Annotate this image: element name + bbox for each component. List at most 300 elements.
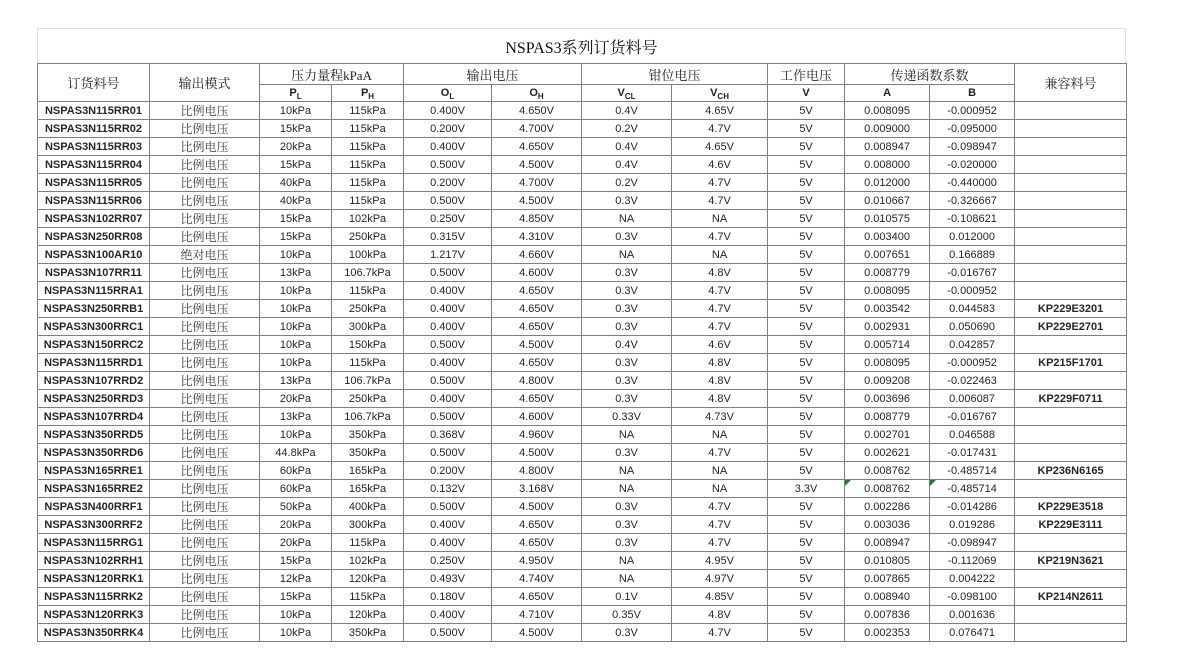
cell-vch[interactable]: 4.7V (672, 624, 768, 642)
cell-b[interactable]: 0.166889 (930, 246, 1015, 264)
cell-ol[interactable]: 0.368V (404, 426, 492, 444)
cell-mode[interactable]: 比例电压 (150, 606, 260, 624)
cell-ol[interactable]: 0.315V (404, 228, 492, 246)
cell-pl[interactable]: 13kPa (260, 372, 332, 390)
cell-mode[interactable]: 比例电压 (150, 498, 260, 516)
cell-vch[interactable]: 4.8V (672, 372, 768, 390)
cell-vcl[interactable]: 0.4V (582, 102, 672, 120)
cell-vch[interactable]: NA (672, 246, 768, 264)
header-symbol-o-l[interactable]: $O_L$ (404, 85, 492, 102)
cell-oh[interactable]: 4.960V (492, 426, 582, 444)
cell-pl[interactable]: 15kPa (260, 120, 332, 138)
cell-v[interactable]: 5V (768, 534, 845, 552)
cell-ph[interactable]: 400kPa (332, 498, 404, 516)
cell-pl[interactable]: 60kPa (260, 462, 332, 480)
cell-b[interactable]: 0.001636 (930, 606, 1015, 624)
cell-v[interactable]: 5V (768, 372, 845, 390)
cell-pl[interactable]: 60kPa (260, 480, 332, 498)
cell-mode[interactable]: 比例电压 (150, 156, 260, 174)
cell-a[interactable]: 0.008779 (845, 264, 930, 282)
cell-mode[interactable]: 比例电压 (150, 570, 260, 588)
cell-pl[interactable]: 10kPa (260, 318, 332, 336)
cell-v[interactable]: 5V (768, 210, 845, 228)
part-number-cell[interactable]: NSPAS3N165RRE1 (38, 462, 150, 480)
cell-compat[interactable] (1015, 282, 1127, 300)
cell-compat[interactable] (1015, 570, 1127, 588)
cell-a[interactable]: 0.008095 (845, 354, 930, 372)
cell-v[interactable]: 5V (768, 408, 845, 426)
part-number-cell[interactable]: NSPAS3N107RRD4 (38, 408, 150, 426)
cell-ph[interactable]: 115kPa (332, 120, 404, 138)
header-group-5[interactable]: 工作电压 (768, 64, 845, 85)
cell-compat[interactable] (1015, 606, 1127, 624)
cell-a[interactable]: 0.008947 (845, 534, 930, 552)
cell-v[interactable]: 5V (768, 102, 845, 120)
cell-ol[interactable]: 0.500V (404, 156, 492, 174)
cell-mode[interactable]: 比例电压 (150, 300, 260, 318)
part-number-cell[interactable]: NSPAS3N120RRK3 (38, 606, 150, 624)
cell-ph[interactable]: 120kPa (332, 606, 404, 624)
cell-oh[interactable]: 4.310V (492, 228, 582, 246)
cell-v[interactable]: 5V (768, 570, 845, 588)
cell-compat[interactable]: KP214N2611 (1015, 588, 1127, 606)
part-number-cell[interactable]: NSPAS3N115RR01 (38, 102, 150, 120)
part-number-cell[interactable]: NSPAS3N300RRF2 (38, 516, 150, 534)
part-number-cell[interactable]: NSPAS3N102RR07 (38, 210, 150, 228)
cell-v[interactable]: 5V (768, 228, 845, 246)
cell-ph[interactable]: 115kPa (332, 192, 404, 210)
cell-ol[interactable]: 0.500V (404, 444, 492, 462)
cell-v[interactable]: 5V (768, 588, 845, 606)
part-number-cell[interactable]: NSPAS3N250RR08 (38, 228, 150, 246)
cell-ol[interactable]: 0.400V (404, 138, 492, 156)
cell-mode[interactable]: 比例电压 (150, 588, 260, 606)
cell-oh[interactable]: 4.500V (492, 156, 582, 174)
cell-vcl[interactable]: NA (582, 480, 672, 498)
cell-compat[interactable] (1015, 210, 1127, 228)
part-number-cell[interactable]: NSPAS3N350RRD6 (38, 444, 150, 462)
cell-a[interactable]: 0.008947 (845, 138, 930, 156)
cell-ph[interactable]: 120kPa (332, 570, 404, 588)
cell-oh[interactable]: 4.600V (492, 264, 582, 282)
cell-b[interactable]: -0.108621 (930, 210, 1015, 228)
cell-vcl[interactable]: 0.1V (582, 588, 672, 606)
cell-b[interactable]: 0.004222 (930, 570, 1015, 588)
cell-ph[interactable]: 165kPa (332, 480, 404, 498)
cell-oh[interactable]: 4.950V (492, 552, 582, 570)
cell-compat[interactable] (1015, 102, 1127, 120)
cell-a[interactable]: 0.007836 (845, 606, 930, 624)
cell-mode[interactable]: 比例电压 (150, 354, 260, 372)
cell-compat[interactable]: KP219N3621 (1015, 552, 1127, 570)
cell-vch[interactable]: 4.7V (672, 516, 768, 534)
part-number-cell[interactable]: NSPAS3N300RRC1 (38, 318, 150, 336)
part-number-cell[interactable]: NSPAS3N165RRE2 (38, 480, 150, 498)
cell-vcl[interactable]: NA (582, 246, 672, 264)
cell-v[interactable]: 5V (768, 246, 845, 264)
cell-pl[interactable]: 13kPa (260, 264, 332, 282)
cell-oh[interactable]: 4.650V (492, 354, 582, 372)
cell-mode[interactable]: 比例电压 (150, 390, 260, 408)
cell-ph[interactable]: 106.7kPa (332, 372, 404, 390)
cell-b[interactable]: 0.019286 (930, 516, 1015, 534)
cell-b[interactable]: -0.112069 (930, 552, 1015, 570)
cell-mode[interactable]: 比例电压 (150, 282, 260, 300)
cell-vcl[interactable]: 0.35V (582, 606, 672, 624)
cell-b[interactable]: -0.095000 (930, 120, 1015, 138)
cell-pl[interactable]: 10kPa (260, 102, 332, 120)
cell-compat[interactable] (1015, 426, 1127, 444)
cell-vcl[interactable]: 0.3V (582, 444, 672, 462)
cell-oh[interactable]: 4.740V (492, 570, 582, 588)
cell-vch[interactable]: 4.73V (672, 408, 768, 426)
cell-pl[interactable]: 10kPa (260, 606, 332, 624)
cell-vcl[interactable]: NA (582, 426, 672, 444)
cell-vch[interactable]: 4.7V (672, 300, 768, 318)
cell-compat[interactable] (1015, 336, 1127, 354)
cell-ph[interactable]: 250kPa (332, 300, 404, 318)
cell-mode[interactable]: 比例电压 (150, 120, 260, 138)
cell-a[interactable]: 0.009000 (845, 120, 930, 138)
cell-v[interactable]: 5V (768, 606, 845, 624)
cell-ol[interactable]: 0.250V (404, 552, 492, 570)
cell-a[interactable]: 0.002353 (845, 624, 930, 642)
header-group-6[interactable]: 传递函数系数 (845, 64, 1015, 85)
cell-ol[interactable]: 0.500V (404, 624, 492, 642)
cell-a[interactable]: 0.010667 (845, 192, 930, 210)
part-number-cell[interactable]: NSPAS3N115RR03 (38, 138, 150, 156)
cell-vch[interactable]: 4.95V (672, 552, 768, 570)
cell-a[interactable]: 0.009208 (845, 372, 930, 390)
cell-vch[interactable]: NA (672, 462, 768, 480)
cell-mode[interactable]: 比例电压 (150, 192, 260, 210)
cell-compat[interactable]: KP229F0711 (1015, 390, 1127, 408)
cell-compat[interactable] (1015, 228, 1127, 246)
cell-compat[interactable] (1015, 372, 1127, 390)
cell-ph[interactable]: 115kPa (332, 174, 404, 192)
cell-ol[interactable]: 0.400V (404, 102, 492, 120)
cell-v[interactable]: 3.3V (768, 480, 845, 498)
cell-vcl[interactable]: 0.4V (582, 336, 672, 354)
cell-v[interactable]: 5V (768, 120, 845, 138)
cell-pl[interactable]: 13kPa (260, 408, 332, 426)
cell-mode[interactable]: 比例电压 (150, 480, 260, 498)
cell-ol[interactable]: 0.400V (404, 606, 492, 624)
cell-pl[interactable]: 10kPa (260, 354, 332, 372)
cell-vcl[interactable]: 0.3V (582, 534, 672, 552)
cell-compat[interactable]: KP229E3201 (1015, 300, 1127, 318)
cell-a[interactable]: 0.008762 (845, 462, 930, 480)
part-number-cell[interactable]: NSPAS3N100AR10 (38, 246, 150, 264)
header-symbol-p-h[interactable]: $P_H$ (332, 85, 404, 102)
cell-ph[interactable]: 115kPa (332, 282, 404, 300)
cell-oh[interactable]: 4.700V (492, 174, 582, 192)
cell-oh[interactable]: 4.650V (492, 588, 582, 606)
cell-oh[interactable]: 4.500V (492, 444, 582, 462)
cell-mode[interactable]: 比例电压 (150, 138, 260, 156)
header-symbol-v[interactable]: V (768, 85, 845, 102)
cell-b[interactable]: -0.000952 (930, 354, 1015, 372)
cell-pl[interactable]: 12kPa (260, 570, 332, 588)
cell-compat[interactable]: KP229E3111 (1015, 516, 1127, 534)
cell-pl[interactable]: 15kPa (260, 588, 332, 606)
cell-b[interactable]: -0.000952 (930, 282, 1015, 300)
cell-ol[interactable]: 0.500V (404, 264, 492, 282)
cell-vch[interactable]: 4.7V (672, 498, 768, 516)
cell-v[interactable]: 5V (768, 354, 845, 372)
cell-b[interactable]: -0.440000 (930, 174, 1015, 192)
cell-b[interactable]: -0.326667 (930, 192, 1015, 210)
cell-a[interactable]: 0.008762 (845, 480, 930, 498)
part-number-cell[interactable]: NSPAS3N120RRK1 (38, 570, 150, 588)
cell-pl[interactable]: 44.8kPa (260, 444, 332, 462)
cell-oh[interactable]: 4.700V (492, 120, 582, 138)
cell-a[interactable]: 0.002621 (845, 444, 930, 462)
cell-pl[interactable]: 15kPa (260, 156, 332, 174)
cell-ph[interactable]: 100kPa (332, 246, 404, 264)
cell-b[interactable]: -0.014286 (930, 498, 1015, 516)
part-number-cell[interactable]: NSPAS3N250RRD3 (38, 390, 150, 408)
cell-pl[interactable]: 50kPa (260, 498, 332, 516)
cell-pl[interactable]: 15kPa (260, 552, 332, 570)
cell-oh[interactable]: 3.168V (492, 480, 582, 498)
cell-b[interactable]: -0.098947 (930, 534, 1015, 552)
cell-oh[interactable]: 4.650V (492, 390, 582, 408)
header-group-3[interactable]: 输出电压 (404, 64, 582, 85)
header-group-7[interactable]: 兼容料号 (1015, 64, 1127, 102)
cell-ph[interactable]: 115kPa (332, 156, 404, 174)
cell-mode[interactable]: 比例电压 (150, 534, 260, 552)
header-group-0[interactable]: 订货料号 (38, 64, 150, 102)
cell-oh[interactable]: 4.650V (492, 138, 582, 156)
cell-oh[interactable]: 4.650V (492, 102, 582, 120)
cell-mode[interactable]: 比例电压 (150, 318, 260, 336)
cell-ol[interactable]: 0.180V (404, 588, 492, 606)
cell-ol[interactable]: 0.400V (404, 300, 492, 318)
cell-compat[interactable] (1015, 246, 1127, 264)
cell-vch[interactable]: 4.8V (672, 264, 768, 282)
cell-pl[interactable]: 20kPa (260, 516, 332, 534)
part-number-cell[interactable]: NSPAS3N115RRA1 (38, 282, 150, 300)
cell-vcl[interactable]: 0.3V (582, 498, 672, 516)
part-number-cell[interactable]: NSPAS3N115RR02 (38, 120, 150, 138)
cell-ph[interactable]: 115kPa (332, 534, 404, 552)
cell-vch[interactable]: NA (672, 426, 768, 444)
header-group-1[interactable]: 输出模式 (150, 64, 260, 102)
cell-pl[interactable]: 15kPa (260, 210, 332, 228)
part-number-cell[interactable]: NSPAS3N102RRH1 (38, 552, 150, 570)
cell-vch[interactable]: 4.8V (672, 390, 768, 408)
cell-compat[interactable] (1015, 156, 1127, 174)
cell-ph[interactable]: 115kPa (332, 588, 404, 606)
cell-mode[interactable]: 比例电压 (150, 210, 260, 228)
cell-vcl[interactable]: 0.3V (582, 372, 672, 390)
cell-oh[interactable]: 4.500V (492, 336, 582, 354)
cell-v[interactable]: 5V (768, 300, 845, 318)
header-symbol-p-l[interactable]: $P_L$ (260, 85, 332, 102)
cell-v[interactable]: 5V (768, 516, 845, 534)
cell-ol[interactable]: 0.400V (404, 318, 492, 336)
cell-a[interactable]: 0.002931 (845, 318, 930, 336)
cell-compat[interactable] (1015, 480, 1127, 498)
cell-oh[interactable]: 4.500V (492, 498, 582, 516)
cell-ph[interactable]: 106.7kPa (332, 264, 404, 282)
cell-b[interactable]: 0.006087 (930, 390, 1015, 408)
cell-ol[interactable]: 0.500V (404, 372, 492, 390)
cell-b[interactable]: -0.485714 (930, 462, 1015, 480)
cell-a[interactable]: 0.008940 (845, 588, 930, 606)
cell-oh[interactable]: 4.710V (492, 606, 582, 624)
cell-ol[interactable]: 0.400V (404, 516, 492, 534)
cell-v[interactable]: 5V (768, 426, 845, 444)
cell-a[interactable]: 0.003696 (845, 390, 930, 408)
cell-compat[interactable] (1015, 408, 1127, 426)
cell-oh[interactable]: 4.850V (492, 210, 582, 228)
cell-vcl[interactable]: 0.3V (582, 228, 672, 246)
cell-mode[interactable]: 比例电压 (150, 552, 260, 570)
cell-vch[interactable]: 4.7V (672, 192, 768, 210)
cell-vch[interactable]: 4.8V (672, 606, 768, 624)
cell-vcl[interactable]: 0.3V (582, 318, 672, 336)
cell-vch[interactable]: 4.8V (672, 354, 768, 372)
part-number-cell[interactable]: NSPAS3N350RRK4 (38, 624, 150, 642)
cell-ol[interactable]: 0.500V (404, 408, 492, 426)
cell-vcl[interactable]: 0.4V (582, 156, 672, 174)
cell-ol[interactable]: 0.200V (404, 120, 492, 138)
cell-oh[interactable]: 4.650V (492, 318, 582, 336)
cell-vcl[interactable]: 0.3V (582, 264, 672, 282)
cell-oh[interactable]: 4.600V (492, 408, 582, 426)
part-number-cell[interactable]: NSPAS3N115RR05 (38, 174, 150, 192)
cell-b[interactable]: 0.044583 (930, 300, 1015, 318)
cell-b[interactable]: 0.076471 (930, 624, 1015, 642)
cell-b[interactable]: -0.022463 (930, 372, 1015, 390)
cell-ph[interactable]: 350kPa (332, 444, 404, 462)
cell-a[interactable]: 0.008000 (845, 156, 930, 174)
cell-ol[interactable]: 0.400V (404, 390, 492, 408)
cell-pl[interactable]: 15kPa (260, 228, 332, 246)
cell-compat[interactable] (1015, 138, 1127, 156)
header-symbol-a[interactable]: A (845, 85, 930, 102)
header-symbol-v-ch[interactable]: $V_{CH}$ (672, 85, 768, 102)
cell-compat[interactable]: KP215F1701 (1015, 354, 1127, 372)
cell-ol[interactable]: 0.250V (404, 210, 492, 228)
cell-pl[interactable]: 40kPa (260, 174, 332, 192)
cell-oh[interactable]: 4.650V (492, 282, 582, 300)
cell-a[interactable]: 0.008095 (845, 102, 930, 120)
cell-mode[interactable]: 比例电压 (150, 228, 260, 246)
cell-ph[interactable]: 115kPa (332, 138, 404, 156)
part-number-cell[interactable]: NSPAS3N350RRD5 (38, 426, 150, 444)
cell-a[interactable]: 0.005714 (845, 336, 930, 354)
cell-b[interactable]: -0.017431 (930, 444, 1015, 462)
cell-mode[interactable]: 比例电压 (150, 336, 260, 354)
cell-vcl[interactable]: 0.3V (582, 192, 672, 210)
cell-v[interactable]: 5V (768, 138, 845, 156)
cell-ph[interactable]: 106.7kPa (332, 408, 404, 426)
cell-v[interactable]: 5V (768, 174, 845, 192)
cell-a[interactable]: 0.012000 (845, 174, 930, 192)
part-number-cell[interactable]: NSPAS3N115RRD1 (38, 354, 150, 372)
cell-v[interactable]: 5V (768, 462, 845, 480)
cell-v[interactable]: 5V (768, 552, 845, 570)
part-number-cell[interactable]: NSPAS3N150RRC2 (38, 336, 150, 354)
cell-oh[interactable]: 4.650V (492, 534, 582, 552)
cell-vcl[interactable]: 0.3V (582, 300, 672, 318)
cell-ph[interactable]: 165kPa (332, 462, 404, 480)
part-number-cell[interactable]: NSPAS3N400RRF1 (38, 498, 150, 516)
cell-vcl[interactable]: 0.2V (582, 174, 672, 192)
cell-a[interactable]: 0.008779 (845, 408, 930, 426)
cell-vch[interactable]: 4.7V (672, 228, 768, 246)
cell-compat[interactable]: KP229E3518 (1015, 498, 1127, 516)
cell-oh[interactable]: 4.650V (492, 516, 582, 534)
cell-b[interactable]: -0.098947 (930, 138, 1015, 156)
cell-vch[interactable]: 4.65V (672, 138, 768, 156)
cell-mode[interactable]: 比例电压 (150, 264, 260, 282)
cell-vch[interactable]: 4.7V (672, 174, 768, 192)
cell-b[interactable]: 0.012000 (930, 228, 1015, 246)
cell-vch[interactable]: 4.65V (672, 102, 768, 120)
cell-oh[interactable]: 4.660V (492, 246, 582, 264)
cell-b[interactable]: -0.098100 (930, 588, 1015, 606)
cell-oh[interactable]: 4.500V (492, 624, 582, 642)
cell-v[interactable]: 5V (768, 156, 845, 174)
cell-vch[interactable]: 4.7V (672, 282, 768, 300)
cell-ol[interactable]: 0.493V (404, 570, 492, 588)
header-symbol-v-cl[interactable]: $V_{CL}$ (582, 85, 672, 102)
cell-v[interactable]: 5V (768, 624, 845, 642)
cell-vch[interactable]: 4.7V (672, 534, 768, 552)
part-number-cell[interactable]: NSPAS3N115RRG1 (38, 534, 150, 552)
cell-a[interactable]: 0.007651 (845, 246, 930, 264)
cell-ph[interactable]: 102kPa (332, 210, 404, 228)
cell-mode[interactable]: 比例电压 (150, 444, 260, 462)
cell-vcl[interactable]: NA (582, 570, 672, 588)
cell-b[interactable]: -0.485714 (930, 480, 1015, 498)
cell-vch[interactable]: 4.6V (672, 336, 768, 354)
cell-ph[interactable]: 350kPa (332, 426, 404, 444)
cell-v[interactable]: 5V (768, 264, 845, 282)
cell-oh[interactable]: 4.650V (492, 300, 582, 318)
cell-vcl[interactable]: 0.3V (582, 354, 672, 372)
cell-mode[interactable]: 比例电压 (150, 174, 260, 192)
cell-v[interactable]: 5V (768, 336, 845, 354)
header-symbol-b[interactable]: B (930, 85, 1015, 102)
cell-a[interactable]: 0.003400 (845, 228, 930, 246)
part-number-cell[interactable]: NSPAS3N115RRK2 (38, 588, 150, 606)
cell-vcl[interactable]: 0.4V (582, 138, 672, 156)
cell-pl[interactable]: 10kPa (260, 336, 332, 354)
cell-v[interactable]: 5V (768, 390, 845, 408)
cell-a[interactable]: 0.007865 (845, 570, 930, 588)
cell-b[interactable]: 0.046588 (930, 426, 1015, 444)
cell-pl[interactable]: 40kPa (260, 192, 332, 210)
cell-ph[interactable]: 115kPa (332, 102, 404, 120)
cell-a[interactable]: 0.003542 (845, 300, 930, 318)
cell-b[interactable]: -0.016767 (930, 408, 1015, 426)
cell-v[interactable]: 5V (768, 282, 845, 300)
cell-ph[interactable]: 115kPa (332, 354, 404, 372)
cell-oh[interactable]: 4.800V (492, 462, 582, 480)
cell-mode[interactable]: 比例电压 (150, 372, 260, 390)
cell-vcl[interactable]: 0.3V (582, 624, 672, 642)
cell-vcl[interactable]: 0.3V (582, 390, 672, 408)
cell-vcl[interactable]: 0.2V (582, 120, 672, 138)
cell-oh[interactable]: 4.500V (492, 192, 582, 210)
cell-pl[interactable]: 10kPa (260, 246, 332, 264)
cell-ol[interactable]: 0.200V (404, 174, 492, 192)
